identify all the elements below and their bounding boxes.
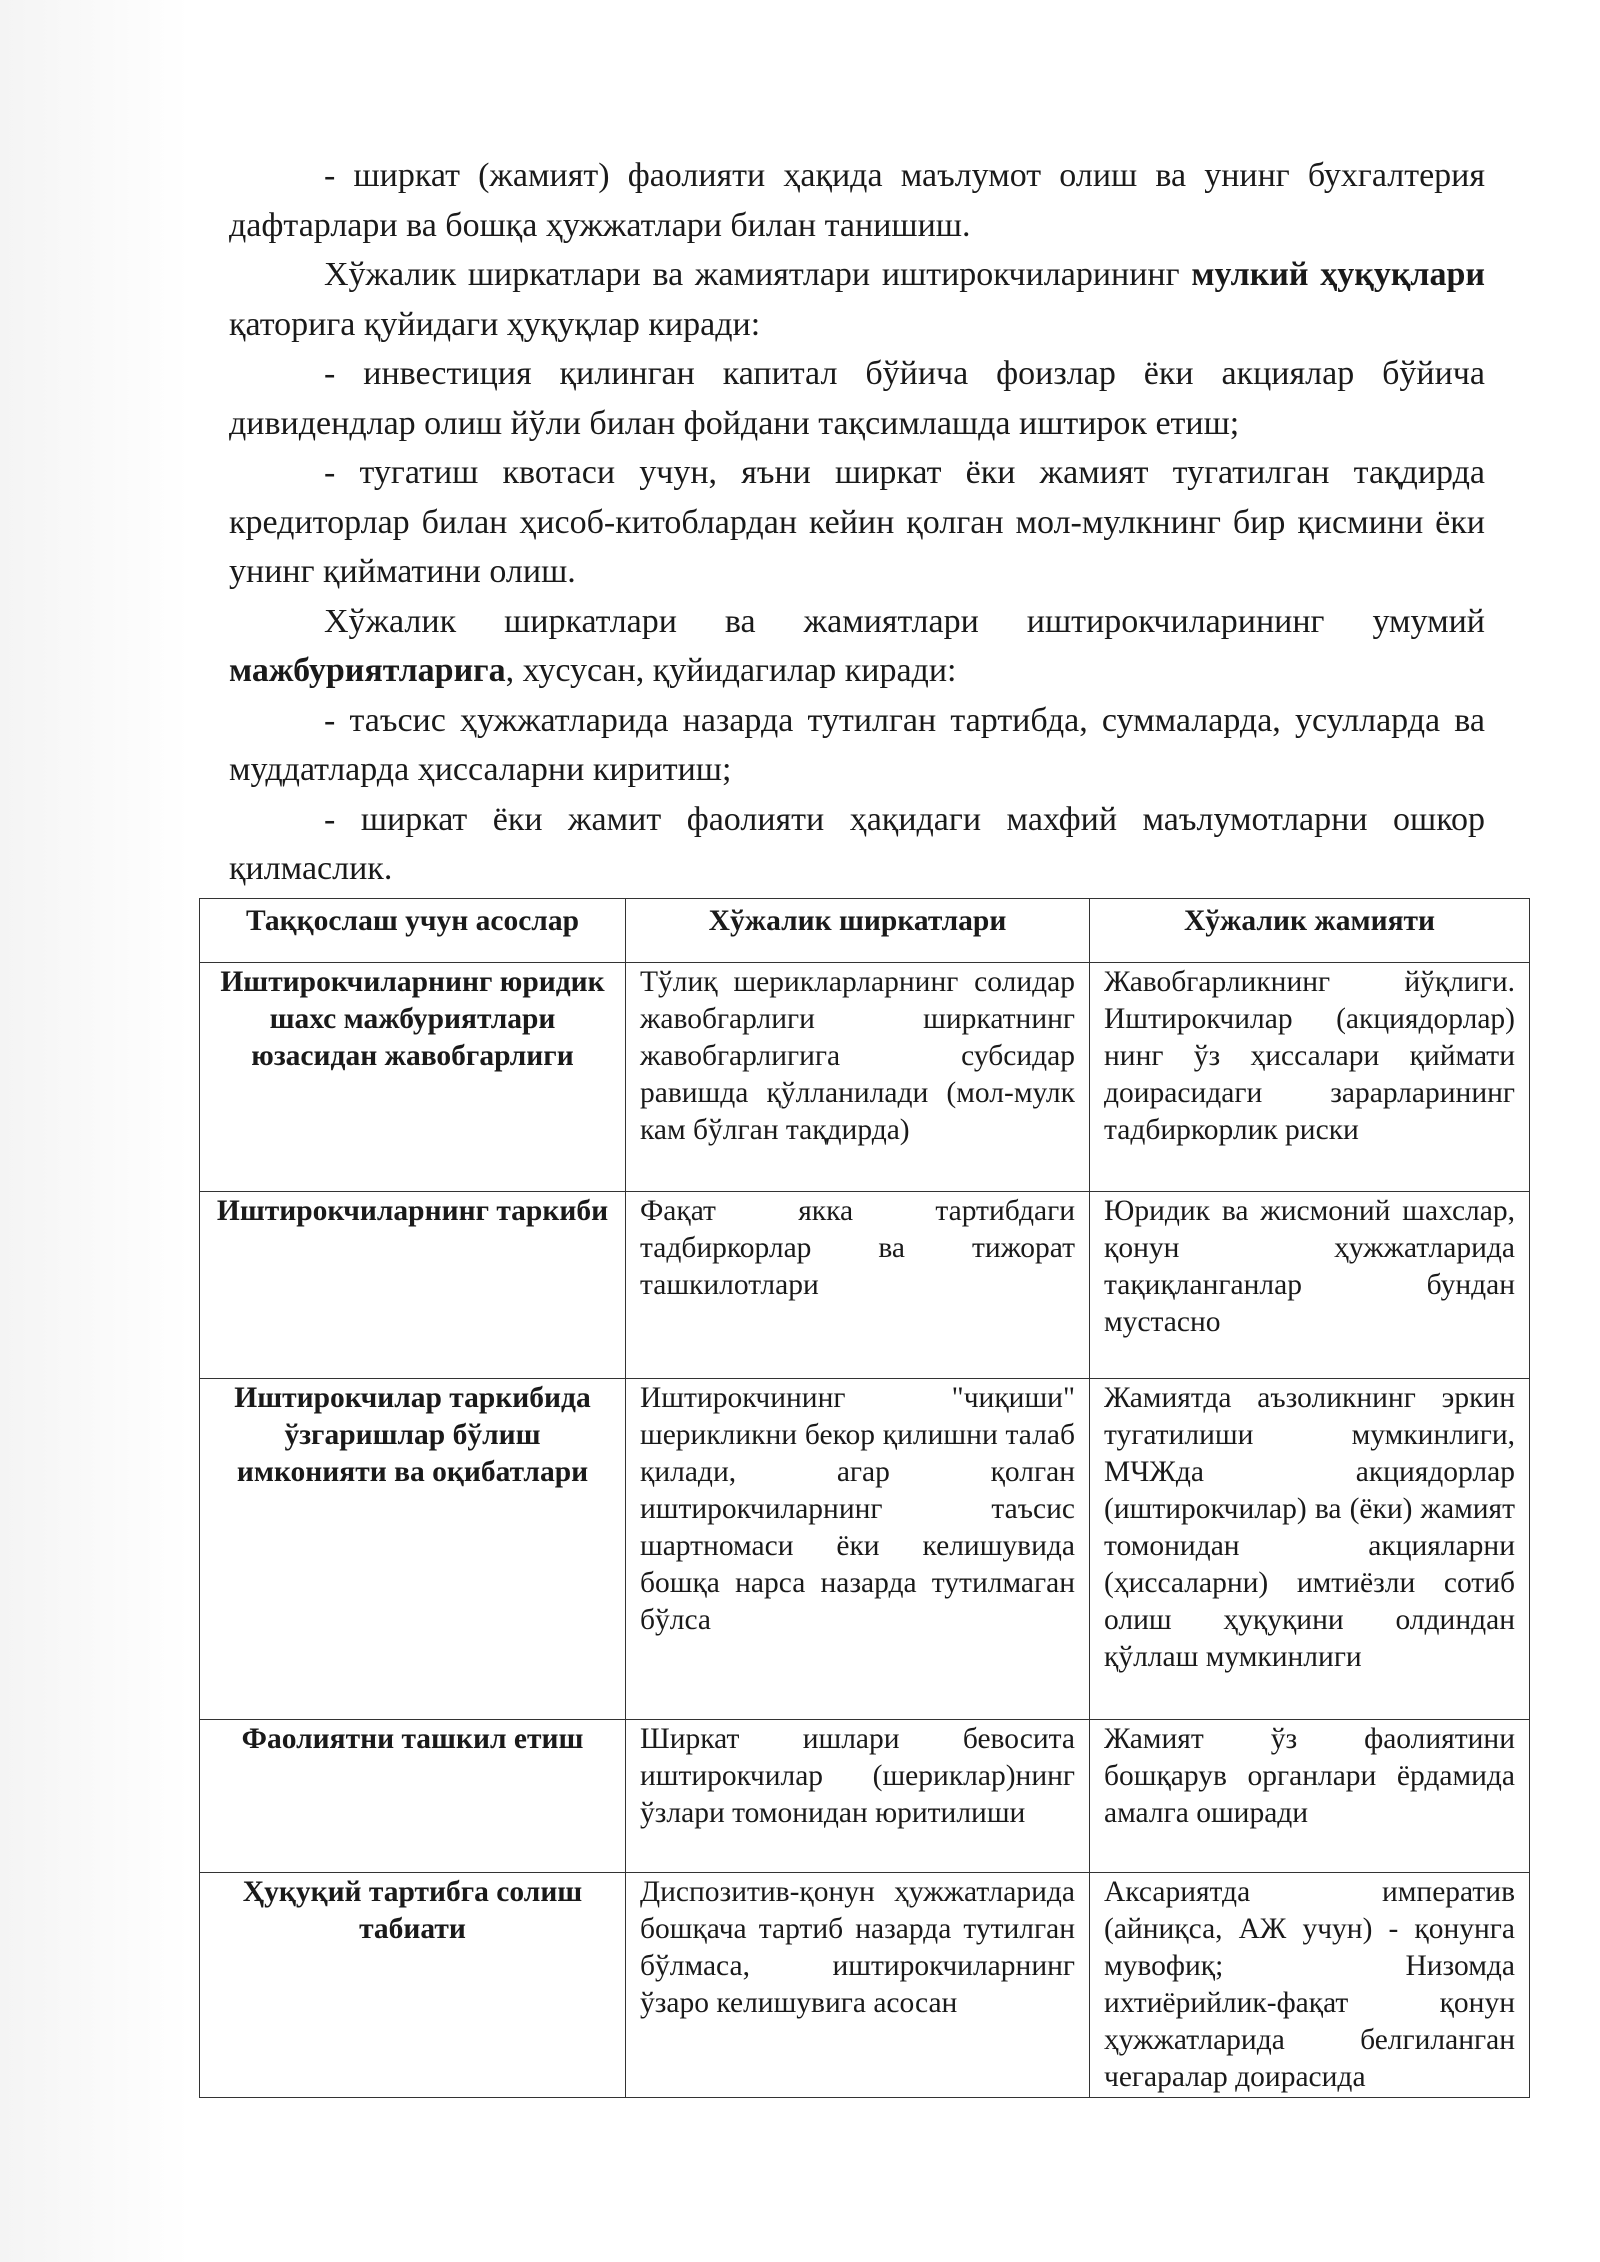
bold-term: мулкий ҳуқуқлари (1191, 256, 1485, 293)
row-partnerships: Фақат якка тартибдаги тадбиркорлар ва тижорат ташкилотлари (626, 1192, 1090, 1379)
row-basis: Фаолиятни ташкил етиш (200, 1720, 626, 1873)
paragraph-text: қаторига қуйидаги ҳуқуқлар киради: (229, 305, 761, 343)
body-text (229, 151, 1485, 894)
header-basis: Таққослаш учун асослар (200, 899, 626, 963)
row-companies: Жамият ўз фаолиятини бошқарув органлари ёрдамида амалга оширади (1090, 1720, 1530, 1873)
table-row (200, 1873, 1530, 2098)
row-companies: Юридик ва жисмоний шахслар, қонун ҳужжатларида тақиқланганлар бундан мустасно (1090, 1192, 1530, 1379)
row-partnerships: Диспозитив-қонун ҳужжатларида бошқача тартиб назарда тутилган бўлмаса, иштирокчиларнинг ўзаро келишувига асосан (626, 1873, 1090, 2098)
row-partnerships: Иштирокчининг "чиқиши" шерикликни бекор қилишни талаб қилади, агар қолган иштирокчиларнинг таъсис шартномаси ёки келишувида бошқа нарса назарда тутилмаган бўлса (626, 1379, 1090, 1720)
bold-term: мажбуриятларига (229, 652, 506, 689)
paragraph-liquidation-quota: - тугатиш квотаси учун, яъни ширкат ёки жамият тугатилган тақдирда кредиторлар билан ҳисоб-китоблардан кейин қолган мол-мулкнинг бир қисмини ёки унинг қийматини олиш. (229, 454, 1485, 590)
row-companies: Аксариятда императив (айниқса, АЖ учун) - қонунга мувофиқ; Низомда ихтиёрийлик-фақат қонун ҳужжатларида белгиланган чегаралар доирасида (1090, 1873, 1530, 2098)
paragraph-text: , хусусан, қуйидагилар киради: (505, 652, 957, 689)
paragraph-contributions: - таъсис ҳужжатларида назарда тутилган тартибда, суммаларда, усулларда ва муддатларда ҳиссаларни киритиш; (229, 701, 1485, 788)
paragraph-text: Хўжалик ширкатлари ва жамиятлари иштирокчиларининг (324, 256, 1192, 293)
paragraph-dividends: - инвестиция қилинган капитал бўйича фоизлар ёки акциялар бўйича дивидендлар олиш йўли билан фойдани тақсимлашда иштирок етиш; (229, 355, 1485, 442)
table-row (200, 1720, 1530, 1873)
paragraph-text: Хўжалик ширкатлари ва жамиятлари иштирокчиларининг умумий (324, 602, 1485, 640)
table-row (200, 1192, 1530, 1379)
table-row (200, 1379, 1530, 1720)
row-basis: Ҳуқуқий тартибга солиш табиати (200, 1873, 626, 2098)
table-header-row (200, 899, 1530, 963)
paragraph-info-right: - ширкат (жамият) фаолияти ҳақида маълумот олиш ва унинг бухгалтерия дафтарлари ва бошқа ҳужжатлари билан танишиш. (229, 157, 1485, 244)
header-companies: Хўжалик жамияти (1090, 899, 1530, 963)
paragraph-property-rights-intro (229, 250, 1485, 349)
row-partnerships: Ширкат ишлари бевосита иштирокчилар (шериклар)нинг ўзлари томонидан юритилиши (626, 1720, 1090, 1873)
paragraph-confidentiality: - ширкат ёки жамит фаолияти ҳақидаги махфий маълумотларни ошкор қилмаслик. (229, 800, 1485, 887)
row-companies: Жамиятда аъзоликнинг эркин тугатилиши мумкинлиги, МЧЖда акциядорлар (иштирокчилар) ва (ёки) жамият томонидан акцияларни (ҳиссаларни) имтиёзли сотиб олиш ҳуқуқини олдиндан қўллаш мумкинлиги (1090, 1379, 1530, 1720)
table-row (200, 963, 1530, 1192)
row-basis: Иштирокчиларнинг таркиби (200, 1192, 626, 1379)
paragraph-obligations-intro (229, 597, 1485, 696)
page-edge-shadow (0, 0, 190, 2262)
header-partnerships: Хўжалик ширкатлари (626, 899, 1090, 963)
comparison-table (199, 898, 1530, 2098)
row-companies: Жавобгарликнинг йўқлиги. Иштирокчилар (акциядорлар) нинг ўз ҳиссалари қиймати доирасидаги зарарларининг тадбиркорлик риски (1090, 963, 1530, 1192)
row-basis: Иштирокчиларнинг юридик шахс мажбуриятлари юзасидан жавобгарлиги (200, 963, 626, 1192)
row-partnerships: Тўлиқ шерикларларнинг солидар жавобгарлиги ширкатнинг жавобгарлигига субсидар равишда қўлланилади (мол-мулк кам бўлган тақдирда) (626, 963, 1090, 1192)
row-basis: Иштирокчилар таркибида ўзгаришлар бўлиш имконияти ва оқибатлари (200, 1379, 626, 1720)
